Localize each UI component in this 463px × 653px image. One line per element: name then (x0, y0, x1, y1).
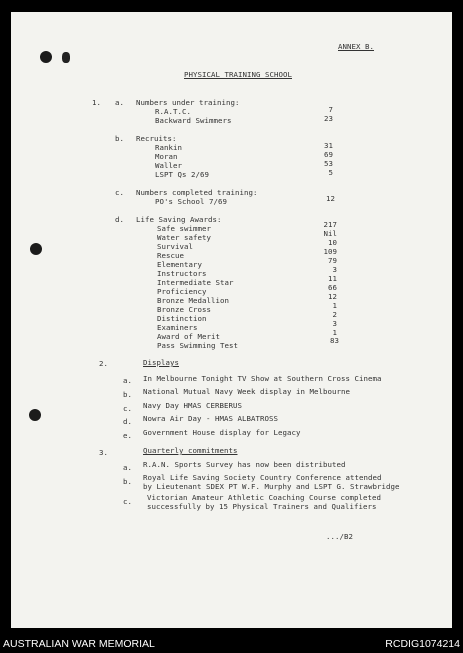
row-label: Survival (157, 242, 193, 251)
row-value: 23 (324, 114, 333, 123)
item-letter: a. (123, 376, 132, 385)
row-label: Instructors (157, 269, 207, 278)
row-value: Nil (323, 229, 337, 238)
item-letter: a. (123, 463, 132, 472)
row-value: 83 (330, 336, 339, 345)
row-value: 10 (328, 238, 337, 247)
row-label: Distinction (157, 314, 207, 323)
footer-record-id: RCDIG1074214 (385, 638, 460, 650)
row-label: Award of Merit (157, 332, 220, 341)
row-label: Bronze Cross (157, 305, 211, 314)
row-value: 109 (323, 247, 337, 256)
page-title: PHYSICAL TRAINING SCHOOL (184, 70, 292, 79)
row-value: 69 (324, 150, 333, 159)
row-value: 3 (332, 319, 337, 328)
row-label: R.A.T.C. (155, 107, 191, 116)
item-text: by Lieutenant SDEX PT W.F. Murphy and LSPT G. Strawbridge (143, 482, 400, 491)
punch-hole (40, 51, 52, 63)
section-heading: Displays (143, 358, 179, 367)
row-value: 66 (328, 283, 337, 292)
item-heading: Life Saving Awards: (136, 215, 222, 224)
row-value: 53 (324, 159, 333, 168)
section-number: 1. (92, 98, 101, 107)
footer-bar (0, 636, 463, 653)
item-heading: Recruits: (136, 134, 177, 143)
ink-mark (62, 52, 70, 63)
item-letter: a. (115, 98, 124, 107)
row-value: 1 (332, 328, 337, 337)
annex-label: ANNEX B. (338, 42, 374, 51)
row-label: Elementary (157, 260, 202, 269)
item-text: Nowra Air Day - HMAS ALBATROSS (143, 414, 278, 423)
item-letter: c. (115, 188, 124, 197)
item-letter: b. (123, 390, 132, 399)
row-label: Pass Swimming Test (157, 341, 238, 350)
item-text: Royal Life Saving Society Country Conference attended (143, 473, 382, 482)
row-label: Rescue (157, 251, 184, 260)
section-number: 2. (99, 359, 108, 368)
row-value: 2 (332, 310, 337, 319)
row-value: 5 (328, 168, 333, 177)
row-label: Moran (155, 152, 178, 161)
row-label: LSPT Qs 2/69 (155, 170, 209, 179)
row-value: 217 (323, 220, 337, 229)
item-text: Government House display for Legacy (143, 428, 301, 437)
row-value: 7 (328, 105, 333, 114)
punch-hole (30, 243, 42, 255)
footer-source: AUSTRALIAN WAR MEMORIAL (3, 638, 155, 650)
item-text: Victorian Amateur Athletic Coaching Course completed (147, 493, 381, 502)
item-letter: d. (123, 417, 132, 426)
row-value: 12 (328, 292, 337, 301)
row-value: 1 (332, 301, 337, 310)
row-label: Water safety (157, 233, 211, 242)
row-value: 79 (328, 256, 337, 265)
item-heading: Numbers under training: (136, 98, 240, 107)
item-letter: e. (123, 431, 132, 440)
item-text: Navy Day HMAS CERBERUS (143, 401, 242, 410)
item-text: National Mutual Navy Week display in Melbourne (143, 387, 350, 396)
item-letter: c. (123, 404, 132, 413)
row-value: 31 (324, 141, 333, 150)
item-text: successfully by 15 Physical Trainers and Qualifiers (147, 502, 377, 511)
item-letter: b. (123, 477, 132, 486)
row-value: 12 (326, 194, 335, 203)
item-letter: d. (115, 215, 124, 224)
item-heading: Numbers completed training: (136, 188, 258, 197)
row-value: 3 (332, 265, 337, 274)
section-number: 3. (99, 448, 108, 457)
row-label: Safe swimmer (157, 224, 211, 233)
row-label: Rankin (155, 143, 182, 152)
item-letter: b. (115, 134, 124, 143)
row-label: Waller (155, 161, 182, 170)
item-text: R.A.N. Sports Survey has now been distributed (143, 460, 346, 469)
row-label: Backward Swimmers (155, 116, 232, 125)
row-label: Intermediate Star (157, 278, 234, 287)
section-heading: Quarterly commitments (143, 446, 238, 455)
row-label: Examiners (157, 323, 198, 332)
continuation-mark: .../B2 (326, 532, 353, 541)
row-label: Proficiency (157, 287, 207, 296)
row-label: Bronze Medallion (157, 296, 229, 305)
item-text: In Melbourne Tonight TV Show at Southern Cross Cinema (143, 374, 382, 383)
row-value: 11 (328, 274, 337, 283)
punch-hole (29, 409, 41, 421)
item-letter: c. (123, 497, 132, 506)
row-label: PO's School 7/69 (155, 197, 227, 206)
